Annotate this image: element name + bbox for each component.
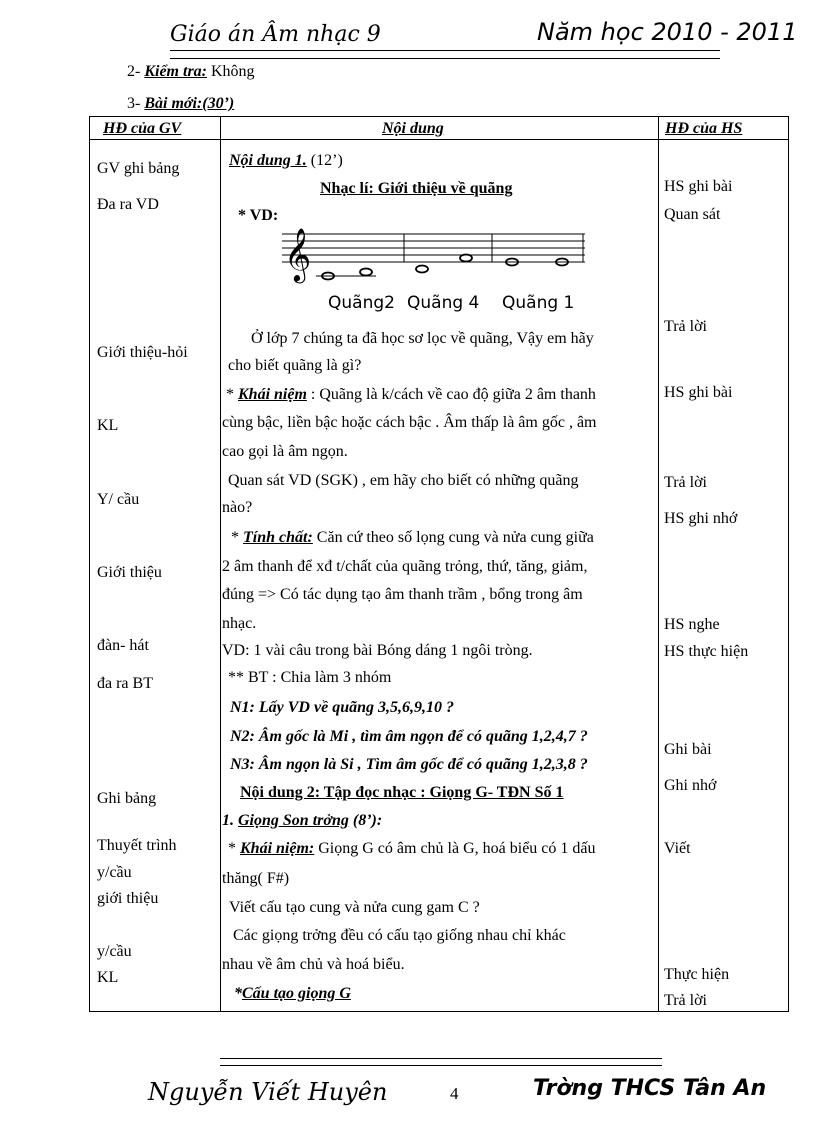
tc-star: *: [231, 529, 243, 546]
baimoi-number: 3-: [127, 95, 145, 112]
khainiem2-line: [228, 840, 596, 858]
content-line: Các giọng trởng đều có cấu tạo giống nhau chỉ khác: [233, 927, 566, 944]
n1-line: N1: Lấy VD về quãng 3,5,6,9,10 ?: [230, 699, 454, 716]
table-divider-1: [220, 116, 221, 1012]
page-number: 4: [450, 1084, 459, 1103]
content-line: nào?: [222, 499, 253, 516]
vd-text: * VD:: [238, 207, 279, 224]
tc-key: Tính chất:: [243, 529, 313, 546]
cautao-line: [234, 985, 351, 1003]
hs-item: Ghi bài: [664, 741, 712, 758]
kn-key: Khái niệm: [238, 386, 307, 403]
content-line: nhau về âm chủ và hoá biểu.: [222, 956, 405, 973]
giong-son-line: [222, 812, 382, 830]
content-line: nhạc.: [222, 615, 257, 632]
content-line: Quan sát VD (SGK) , em hãy cho biết có những quãng: [228, 472, 579, 489]
content-line: Ở lớp 7 chúng ta đã học sơ lọc về quãng, Vậy em hãy: [251, 330, 594, 347]
gv-item: đa ra BT: [97, 675, 153, 692]
col-header-content: Nội dung: [382, 120, 444, 137]
hs-item: Viết: [664, 840, 691, 857]
g1-num: 1.: [222, 812, 238, 829]
ct-star: *: [234, 985, 242, 1002]
g1-time: (8’):: [348, 812, 383, 829]
kiemtra-number: 2-: [127, 63, 145, 80]
content-line: cao gọi là âm ngọn.: [222, 443, 348, 460]
content-line: thăng( F#): [222, 870, 290, 887]
hs-item: Quan sát: [664, 206, 721, 223]
gv-item: KL: [97, 417, 119, 434]
hs-item: Thực hiện: [664, 966, 730, 983]
khainiem-line: [226, 386, 596, 404]
kiemtra-value: Không: [207, 63, 255, 80]
content-line: VD: 1 vài câu trong bài Bóng dáng 1 ngôi tròng.: [222, 642, 533, 659]
header-right-year: Năm học 2010 - 2011: [537, 18, 798, 46]
gv-item: y/cầu: [97, 943, 132, 960]
hs-item: HS ghi bài: [664, 178, 733, 195]
kn2-key: Khái niệm:: [240, 840, 315, 857]
staff-label: Quãng 1: [502, 293, 575, 313]
baimoi-line: [127, 95, 234, 113]
col-header-gv: HĐ của GV: [103, 120, 182, 137]
gv-item: Giới thiệu-hỏi: [97, 344, 188, 361]
gv-item: đàn- hát: [97, 637, 149, 654]
footer-school: Trờng THCS Tân An: [533, 1076, 767, 1101]
footer-rule: [220, 1058, 662, 1066]
nd1-key: Nội dung 1.: [229, 152, 307, 169]
tc-text: Căn cứ theo số lọng cung và nửa cung giữa: [312, 529, 594, 546]
staff-label: Quãng2: [328, 293, 395, 313]
gv-item: GV ghi bảng: [97, 160, 180, 177]
nd1-time: (12’): [306, 152, 343, 169]
kiemtra-line: [127, 63, 255, 81]
hs-item: Trả lời: [664, 992, 707, 1009]
hs-item: Ghi nhớ: [664, 777, 717, 794]
nd1-title: Nhạc lí: Giới thiệu về quãng: [320, 180, 513, 197]
hs-item: Trả lời: [664, 474, 707, 491]
header-left-title: Giáo án Âm nhạc 9: [170, 22, 381, 47]
gv-item: Ghi bảng: [97, 790, 157, 807]
gv-item: KL: [97, 969, 119, 986]
gv-item: y/cầu: [97, 864, 132, 881]
col-header-hs: HĐ của HS: [665, 120, 743, 137]
treble-clef-icon: 𝄞: [284, 227, 312, 281]
n2-line: N2: Âm gốc là Mi , tìm âm ngọn để có quãng 1,2,4,7 ?: [230, 728, 588, 745]
table-divider-2: [658, 116, 659, 1012]
gv-item: Giới thiệu: [97, 564, 162, 581]
header-rule: [170, 50, 720, 59]
gv-item: Đa ra VD: [97, 196, 159, 213]
kn2-star: *: [228, 840, 240, 857]
gv-item: giới thiệu: [97, 890, 159, 907]
hs-item: HS ghi nhớ: [664, 510, 738, 527]
footer-author: Nguyễn Viết Huyên: [148, 1078, 388, 1106]
g1-key: Giọng Son trởng: [238, 812, 349, 829]
staff-label: Quãng 4: [407, 293, 480, 313]
tinhchat-line: [231, 529, 594, 547]
music-staff: [280, 226, 590, 286]
hs-item: HS ghi bài: [664, 384, 733, 401]
hs-item: Trả lời: [664, 318, 707, 335]
table-header-rule: [89, 139, 789, 140]
kn-text: : Quãng là k/cách về cao độ giữa 2 âm thanh: [306, 386, 596, 403]
content-line: Viết cấu tạo cung và nửa cung gam C ?: [229, 899, 480, 916]
content-line: đúng => Có tác dụng tạo âm thanh trầm , bổng trong âm: [222, 586, 583, 603]
content-line: 2 âm thanh để xđ t/chất của quãng trỏng, thứ, tăng, giảm,: [222, 558, 588, 575]
bt-line: ** BT : Chia làm 3 nhóm: [228, 669, 392, 686]
vd-label: [238, 207, 278, 225]
content-line: cho biết quãng là gì?: [228, 357, 362, 374]
gv-item: Thuyết trình: [97, 837, 177, 854]
ct-key: Cấu tạo giọng G: [242, 985, 351, 1002]
kiemtra-key: Kiểm tra:: [144, 63, 207, 80]
baimoi-key: Bài mới:(30’): [144, 95, 235, 112]
hs-item: HS nghe: [664, 616, 720, 633]
kn2-text: Giọng G có âm chủ là G, hoá biểu có 1 dấu: [314, 840, 596, 857]
gv-item: Y/ cầu: [97, 491, 140, 508]
content-line: cùng bậc, liền bậc hoặc cách bậc . Âm thấp là âm gốc , âm: [222, 414, 597, 431]
nd1-heading: [229, 152, 343, 170]
n3-line: N3: Âm ngọn là Si , Tìm âm gốc để có quãng 1,2,3,8 ?: [230, 756, 588, 773]
hs-item: HS thực hiện: [664, 643, 749, 660]
kn-star: *: [226, 386, 238, 403]
nd2-heading: Nội dung 2: Tập đọc nhạc : Giọng G- TĐN Số 1: [240, 784, 564, 801]
